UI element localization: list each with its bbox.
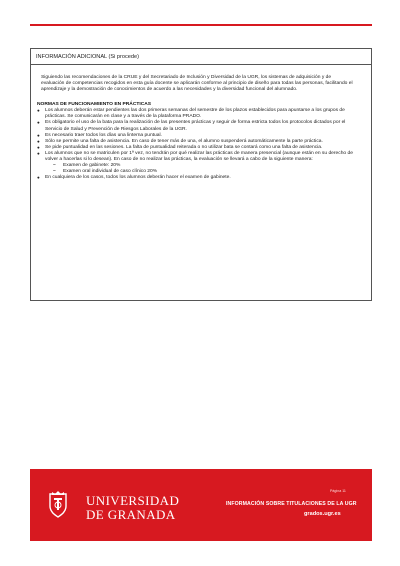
rule-item: ● Es necesario traer todos los días una linterna puntual.	[37, 133, 363, 139]
rule-item: ● Es obligatorio el uso de la bata para la realización de las presentes prácticas y seguir de forma estricta todos los protocolos dictados por el Servicio de Salud y Prevención de Riesgos Laborales de la UGR.	[37, 120, 363, 132]
footer-website-link[interactable]: grados.ugr.es	[304, 511, 341, 517]
rules-list	[37, 108, 363, 181]
university-name-line2: DE GRANADA	[86, 507, 176, 522]
section-title: INFORMACIÓN ADICIONAL (Si procede)	[31, 49, 371, 65]
rule-item-evaluation	[37, 151, 363, 175]
footer-banner	[30, 469, 372, 541]
header-rule	[30, 24, 372, 26]
additional-info-section	[30, 48, 372, 301]
inclusion-paragraph: Siguiendo las recomendaciones de la CRUE y del Secretariado de Inclusión y Diversidad de la UGR, los sistemas de adquisición y de evaluación de competencias recogidos en esta guía docente se aplicarán conforme al principio de diseño para todas las personas, facilitando el aprendizaje y la demostración de conocimientos de acuerdo a las necesidades y la diversidad funcional del alumnado.	[41, 75, 353, 93]
rule-item: ● En cualquiera de los casos, todos los alumnos deberán hacer el examen de gabinete.	[37, 175, 363, 181]
evaluation-sublist	[45, 163, 363, 175]
rules-heading: NORMAS DE FUNCIONAMIENTO EN PRÁCTICAS	[37, 102, 152, 108]
sub-item: – Examen de gabinete: 20%	[53, 163, 363, 169]
rule-item: ● Se pide puntualidad en las sesiones. La falta de puntualidad reiterada o no utilizar bata se contará como una falta de asistencia.	[37, 145, 363, 151]
rule-item-text: Los alumnos que no se matriculen por 1ª vez, no tendrán por qué realizar las prácticas de manera presencial (aunque están en su derecho de volver a hacerlas si lo desean). En caso de no realizar las prácticas, la evaluación se llevará a cabo de la siguiente manera:	[45, 150, 353, 163]
rule-item: ● Sólo se permite una falta de asistencia. En caso de tener más de una, el alumno suspenderá automáticamente la parte práctica.	[37, 139, 363, 145]
university-name-line1: UNIVERSIDAD	[86, 493, 180, 508]
footer-info-text: INFORMACIÓN SOBRE TITULACIONES DE LA UGR	[226, 501, 357, 507]
rule-item: ● Los alumnos deberán estar pendientes las dos primeras semanas del semestre de los plazos establecidos para apuntarse a los grupos de prácticas. Se comunicarán en clase y a través de la plataforma PRADO.	[37, 108, 363, 120]
university-crest-icon	[48, 490, 68, 518]
page-number: Página 11	[330, 489, 346, 493]
sub-item: – Examen oral individual de caso clínico 20%	[53, 169, 363, 175]
